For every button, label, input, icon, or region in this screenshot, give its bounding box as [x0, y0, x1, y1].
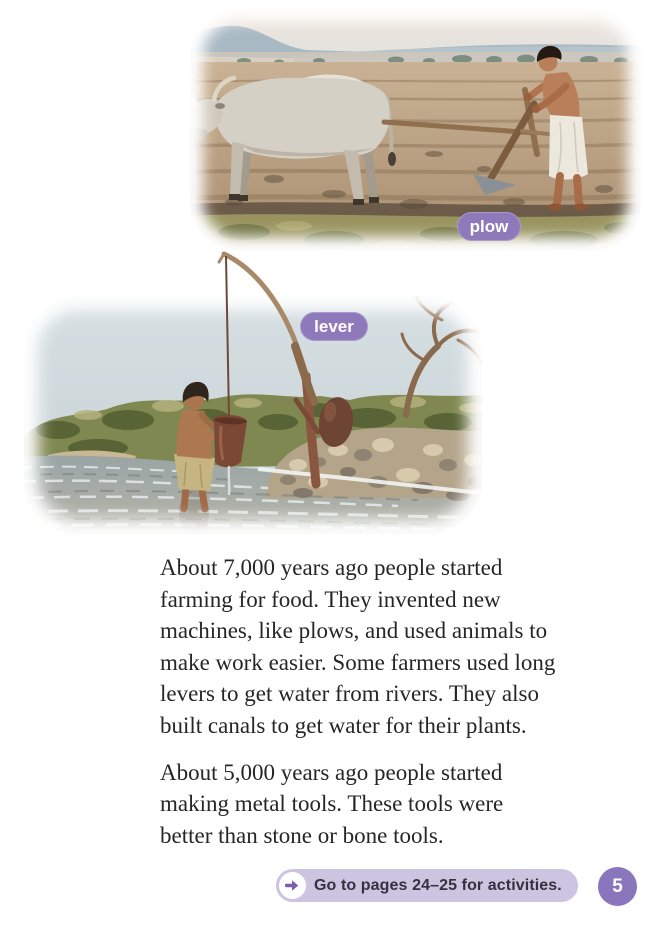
- ox-plowing-illustration: [184, 4, 647, 254]
- lever-photo: [18, 250, 490, 540]
- plow-label: [457, 212, 521, 241]
- paragraph-2: [160, 757, 635, 852]
- arrow-right-icon: [279, 872, 306, 899]
- page-number: 5: [612, 875, 623, 897]
- paragraph-line: machines, like plows, and used animals to: [160, 618, 548, 644]
- paragraph-line: levers to get water from rivers. They also: [160, 681, 539, 707]
- page-number-badge: [598, 867, 637, 906]
- plow-label-text: plow: [469, 216, 509, 236]
- main-text: [160, 552, 635, 866]
- paragraph-line: make work easier. Some farmers used long: [160, 649, 556, 675]
- paragraph-line: farming for food. They invented new: [160, 586, 501, 612]
- paragraph-line: better than stone or bone tools.: [160, 822, 444, 848]
- shadoof-lever-illustration: [18, 250, 490, 540]
- lever-label-text: lever: [314, 316, 354, 336]
- paragraph-1: [160, 552, 635, 742]
- activities-note-pill: [276, 869, 578, 902]
- activities-note-text: Go to pages 24–25 for activities.: [314, 876, 562, 894]
- paragraph-line: built canals to get water for their plants.: [160, 712, 527, 738]
- paragraph-line: About 5,000 years ago people started: [160, 759, 503, 785]
- paragraph-line: making metal tools. These tools were: [160, 791, 504, 817]
- lever-label: [300, 312, 368, 341]
- plow-photo: [184, 4, 647, 254]
- paragraph-line: About 7,000 years ago people started: [160, 555, 503, 580]
